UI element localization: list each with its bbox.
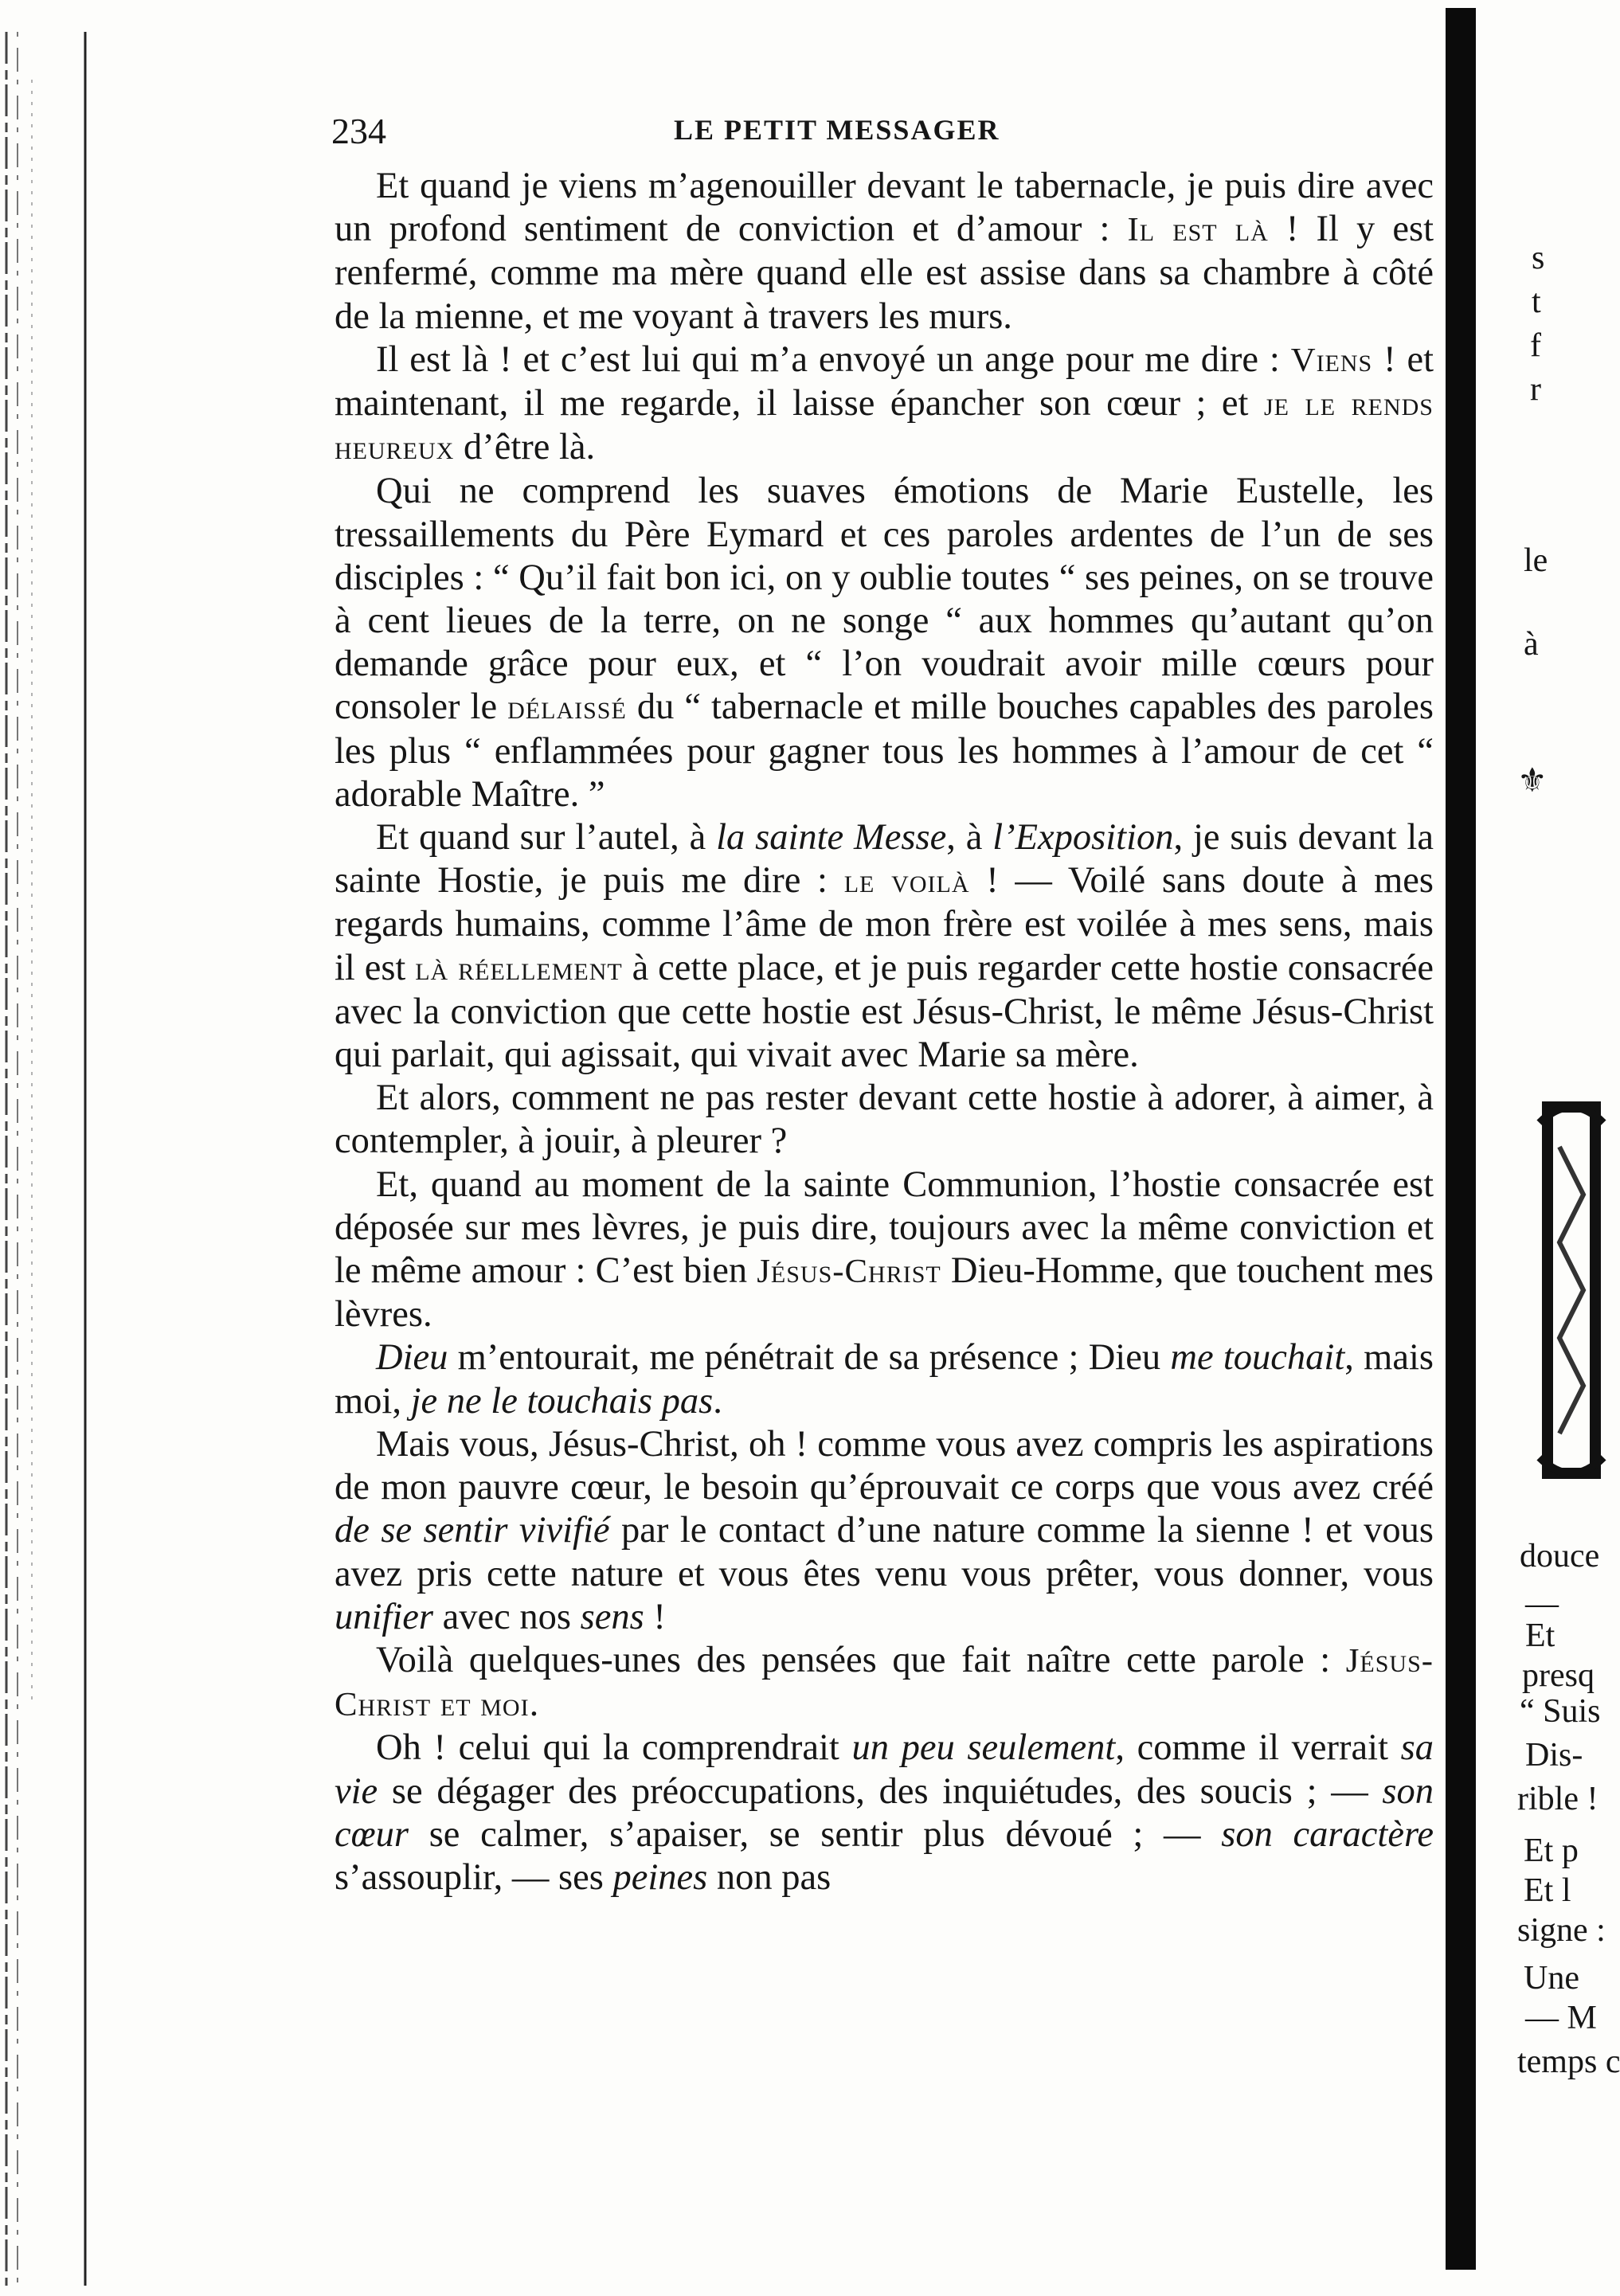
- italic-text: de se sentir vivifié: [335, 1510, 610, 1551]
- italic-text: sa vie: [335, 1727, 1434, 1812]
- text-run: non pas: [707, 1856, 832, 1898]
- text-run: Et quand sur l’autel, à: [376, 817, 717, 859]
- text-run: par le contact d’une nature comme la sienne ! et vous avez pris cette nature et vous êtes venu vous prêter, vous donner, vous: [335, 1510, 1434, 1594]
- italic-text: la sainte Messe: [716, 817, 947, 859]
- next-page-fragment: ⚜: [1517, 763, 1548, 800]
- small-caps-text: là réellement: [415, 949, 623, 988]
- text-run: Et alors, comment ne pas rester devant cette hostie à adorer, à aimer, à contempler, à jouir, à pleurer ?: [335, 1078, 1434, 1162]
- small-caps-text: délaissé: [507, 689, 627, 727]
- next-page-fragment: le: [1524, 542, 1548, 579]
- italic-text: l’Exposition: [992, 817, 1174, 859]
- next-page-fragment: Et p: [1524, 1832, 1579, 1869]
- next-page-fragment: temps c: [1517, 2044, 1620, 2080]
- text-run: .: [713, 1380, 722, 1422]
- next-page-fragment: Dis-: [1525, 1737, 1583, 1774]
- italic-text: je ne le touchais pas: [410, 1380, 714, 1422]
- text-run: s’assouplir, — ses: [335, 1856, 613, 1898]
- text-run: Dieu-Homme, que touchent mes lèvres.: [335, 1250, 1434, 1336]
- next-page-fragment: Et l: [1524, 1872, 1571, 1909]
- next-page-edge: [1476, 0, 1620, 2296]
- paragraph: [335, 470, 1434, 816]
- next-page-fragment: rible !: [1517, 1781, 1598, 1817]
- small-caps-text: je le rends heureux: [335, 385, 1434, 467]
- next-page-fragment: Et: [1525, 1617, 1555, 1654]
- next-page-fragment: douce: [1520, 1538, 1600, 1574]
- text-run: Qui ne comprend les suaves émotions de Marie Eustelle, les tressaillements du Père Eymard et ces paroles ardentes de l’un de ses disciples : “ Qu’il fait bon ici, on y oublie toutes “ ses peines, on se trouve à cent lieues de la terre, on ne songe “ aux hommes qu’autant qu’on demande grâce pour eux, et “ l’on voudrait avoir mille cœurs pour consoler le: [335, 471, 1434, 728]
- text-run: avec nos: [433, 1596, 581, 1637]
- page-number: 234: [331, 111, 386, 151]
- next-page-fragment: f: [1530, 327, 1541, 364]
- italic-text: unifier: [335, 1596, 433, 1637]
- small-caps-text: Jésus-Christ: [757, 1253, 941, 1291]
- text-run: .: [529, 1684, 539, 1725]
- next-page-fragment: — M: [1525, 2000, 1597, 2036]
- text-run: du “ tabernacle et mille bouches capables des paroles les plus “ enflammées pour gagner tous les hommes à l’amour de cet “ adorable Maître. ”: [335, 686, 1434, 815]
- paragraph: [335, 338, 1434, 471]
- text-run: , mais moi,: [335, 1337, 1434, 1422]
- text-run: Mais vous, Jésus-Christ, oh ! comme vous avez compris les aspirations de mon pauvre cœur, le besoin qu’éprouvait ce corps que vous avez créé: [335, 1423, 1434, 1508]
- italic-text: son cœur: [335, 1770, 1434, 1855]
- text-run: m’entourait, me pénétrait de sa présence ; Dieu: [448, 1337, 1171, 1379]
- small-caps-text: Viens: [1290, 341, 1373, 379]
- text-run: , comme il verrait: [1115, 1727, 1401, 1769]
- italic-text: me touchait: [1170, 1337, 1345, 1379]
- text-run: ! et maintenant, il me regarde, il laisse épancher son cœur ; et: [335, 338, 1434, 424]
- next-page-fragment: à: [1524, 626, 1539, 663]
- running-title: LE PETIT MESSAGER: [674, 114, 1000, 146]
- paragraph: [335, 1077, 1434, 1163]
- paragraph: [335, 1423, 1434, 1639]
- paragraph: [335, 1639, 1434, 1727]
- text-run: à cette place, et je puis regarder cette hostie consacrée avec la conviction que cette hostie est Jésus-Christ, le même Jésus-Christ qui parlait, qui agissait, qui vivait avec Marie sa mère.: [335, 947, 1434, 1076]
- next-page-fragment: presq: [1522, 1657, 1595, 1694]
- text-run: ! Il y est renfermé, comme ma mère quand elle est assise dans sa chambre à côté de la mienne, et me voyant à travers les murs.: [335, 209, 1434, 337]
- paragraph: [335, 165, 1434, 338]
- italic-text: son caractère: [1221, 1813, 1434, 1855]
- page-header: [331, 110, 1438, 161]
- text-run: Et, quand au moment de la sainte Communion, l’hostie consacrée est déposée sur mes lèvres, je puis dire, toujours avec la même conviction et le même amour : C’est bien: [335, 1164, 1434, 1292]
- text-run: se dégager des préoccupations, des inquiétudes, des soucis ; —: [378, 1770, 1383, 1812]
- small-caps-text: Il est là: [1127, 211, 1269, 249]
- small-caps-text: Jésus-Christ et moi: [335, 1641, 1434, 1724]
- text-run: , à: [946, 817, 993, 859]
- next-page-fragment: —: [1525, 1586, 1559, 1622]
- next-page-fragment: signe :: [1517, 1912, 1606, 1949]
- text-run: Voilà quelques-unes des pensées que fait naître cette parole :: [376, 1639, 1346, 1680]
- italic-text: un peu seulement: [851, 1727, 1116, 1769]
- book-spine-shadow: [1446, 8, 1476, 2270]
- next-page-fragment: “ Suis: [1520, 1693, 1601, 1730]
- text-run: Il est là ! et c’est lui qui m’a envoyé un ange pour me dire :: [376, 338, 1291, 380]
- ornament-pillar-icon: [1524, 1099, 1619, 1481]
- text-run: Oh ! celui qui la comprendrait: [376, 1727, 852, 1769]
- next-page-fragment: s: [1532, 240, 1545, 276]
- italic-text: sens: [580, 1596, 644, 1637]
- text-run: , je suis devant la sainte Hostie, je puis me dire :: [335, 817, 1434, 902]
- next-page-fragment: r: [1530, 371, 1541, 408]
- left-margin-scan-edge: [0, 32, 104, 2286]
- paragraph: [335, 1336, 1434, 1422]
- text-run: !: [644, 1596, 666, 1637]
- paragraph: [335, 816, 1434, 1077]
- small-caps-text: le voilà: [843, 862, 970, 901]
- paragraph: [335, 1727, 1434, 1899]
- text-run: se calmer, s’apaiser, se sentir plus dévoué ; —: [409, 1813, 1222, 1855]
- text-run: d’être là.: [454, 427, 596, 468]
- italic-text: Dieu: [376, 1337, 448, 1379]
- italic-text: peines: [612, 1856, 708, 1898]
- body-text: [335, 165, 1434, 1899]
- text-run: Et quand je viens m’agenouiller devant le tabernacle, je puis dire avec un profond sentiment de conviction et d’amour :: [335, 166, 1434, 250]
- paragraph: [335, 1164, 1434, 1337]
- next-page-fragment: Une: [1524, 1960, 1579, 1997]
- text-run: ! — Voilé sans doute à mes regards humains, comme l’âme de mon frère est voilée à mes sens, mais il est: [335, 860, 1434, 988]
- next-page-fragment: t: [1532, 284, 1541, 320]
